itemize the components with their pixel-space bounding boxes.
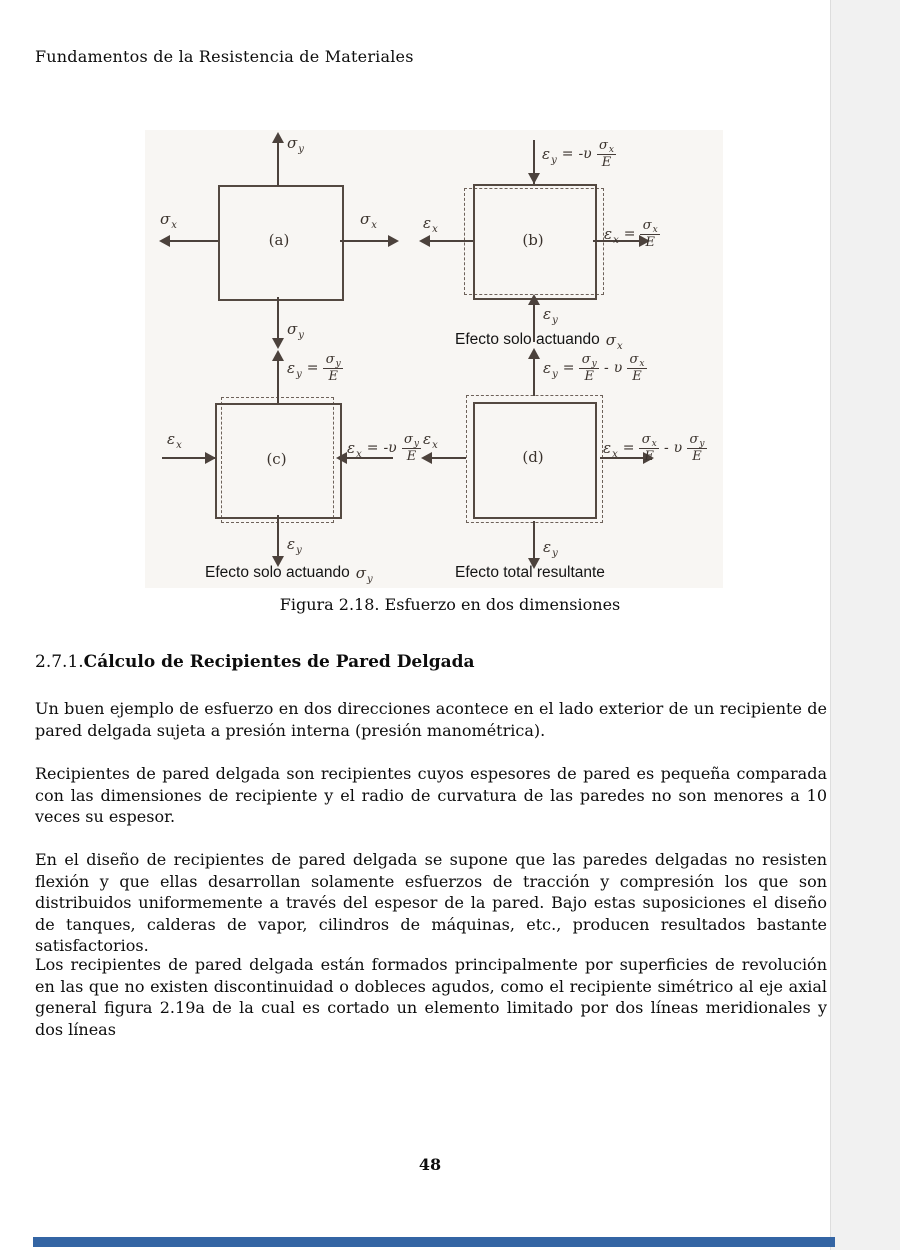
page-margin-gutter (830, 0, 900, 1250)
modulus-E: E (402, 448, 422, 464)
section-title: Cálculo de Recipientes de Pared Delgada (83, 652, 475, 672)
fraction (627, 353, 647, 383)
sigma: σ (689, 431, 699, 447)
arrow-line (429, 457, 466, 459)
sigma: σ (641, 431, 651, 447)
sigma: σ (160, 210, 171, 228)
epsilon: ε (542, 145, 551, 163)
strain-eq-eps-x (347, 428, 421, 468)
strain-eq-eps-y (542, 136, 616, 172)
nu: υ (673, 440, 683, 456)
sub-x: x (176, 440, 182, 451)
modulus-E: E (627, 368, 647, 384)
sub-y: y (413, 439, 419, 450)
figure-caption: Figura 2.18. Esfuerzo en dos dimensiones (279, 595, 621, 614)
arrow-line (277, 358, 279, 403)
sub-x: x (432, 440, 438, 451)
sigma: σ (581, 351, 591, 367)
fraction (323, 353, 343, 383)
arrow-head-down-icon (272, 338, 284, 349)
sub-y: y (552, 315, 558, 326)
sub-x: x (171, 220, 177, 231)
arrow-line (277, 141, 279, 186)
epsilon: ε (543, 305, 552, 323)
sigma: σ (355, 564, 367, 582)
sigma: σ (629, 351, 639, 367)
sub-x: x (652, 225, 658, 236)
sub-x: x (371, 220, 377, 231)
arrow-head-left-icon (419, 235, 430, 247)
stress-label-sigma-x (360, 210, 377, 231)
strain-label-eps-y (543, 305, 558, 326)
arrow-head-left-icon (159, 235, 170, 247)
modulus-E: E (323, 368, 343, 384)
modulus-E: E (639, 448, 659, 464)
diagram-c-label: (c) (266, 450, 287, 468)
paragraph: En el diseño de recipientes de pared delgada se supone que las paredes delgadas no resisten flexión y que ellas desarrollan solamente esfuerzos de tracción y compresión los que son distribuidos uniformemente a través del espesor de la pared. Bajo estas suposiciones el diseño de tanques, calderas de vapor, cilindros de máquinas, etc., producen resultados bastante satisfactorios. (35, 850, 827, 955)
sub-x: x (651, 439, 657, 450)
arrow-head-down-icon (528, 173, 540, 184)
sub-x: x (639, 359, 645, 370)
equals: = (623, 226, 636, 242)
sigma: σ (403, 431, 413, 447)
equals: = (562, 360, 575, 376)
arrow-line (340, 240, 391, 242)
sub-x: x (612, 449, 618, 460)
arrow-line (167, 240, 218, 242)
sub-x: x (432, 224, 438, 235)
modulus-E: E (687, 448, 707, 464)
fraction (597, 139, 617, 169)
bottom-blue-bar (33, 1237, 835, 1247)
sub-y: y (552, 548, 558, 559)
equals: = (622, 440, 635, 456)
minus-nu: -υ (383, 440, 397, 456)
sub-y: y (552, 369, 558, 380)
sub-y: y (591, 359, 597, 370)
diagram-b-label: (b) (522, 231, 544, 249)
stress-label-sigma-y (287, 134, 304, 155)
epsilon: ε (167, 430, 176, 448)
section-number: 2.7.1. (35, 652, 84, 672)
strain-eq-eps-y (543, 348, 647, 388)
sigma: σ (642, 217, 652, 233)
caption-text: Efecto solo actuando (205, 564, 350, 581)
sub-x: x (613, 235, 619, 246)
fraction (639, 433, 659, 463)
sub-y: y (551, 155, 557, 166)
epsilon: ε (423, 430, 432, 448)
diagram-c-caption (205, 564, 373, 585)
paragraph: Recipientes de pared delgada son recipientes cuyos espesores de pared es pequeña comparada con las dimensiones de recipiente y el radio de curvatura de las paredes no son menores a 10 veces su espesor. (35, 764, 827, 826)
strain-label-eps-y (543, 538, 558, 559)
fraction (402, 433, 422, 463)
sub-y: y (296, 545, 302, 556)
epsilon: ε (603, 439, 612, 457)
epsilon: ε (347, 439, 356, 457)
strain-eq-eps-x (603, 428, 707, 468)
sub-y: y (298, 144, 304, 155)
sub-x: x (617, 341, 623, 352)
epsilon: ε (287, 535, 296, 553)
stress-label-sigma-x (160, 210, 177, 231)
sigma: σ (598, 137, 608, 153)
modulus-E: E (597, 154, 617, 170)
sigma: σ (605, 331, 617, 349)
minus: - (603, 360, 609, 376)
caption-text: Efecto solo actuando (455, 331, 600, 348)
sigma: σ (287, 134, 298, 152)
arrow-head-up-icon (272, 132, 284, 143)
modulus-E: E (640, 234, 660, 250)
sigma: σ (287, 320, 298, 338)
sub-y: y (296, 369, 302, 380)
epsilon: ε (604, 225, 613, 243)
arrow-line (277, 297, 279, 341)
modulus-E: E (579, 368, 599, 384)
sub-y: y (367, 574, 373, 585)
diagram-d-caption: Efecto total resultante (455, 564, 605, 581)
fraction (579, 353, 599, 383)
epsilon: ε (423, 214, 432, 232)
arrow-head-right-icon (388, 235, 399, 247)
arrow-head-up-icon (528, 294, 540, 305)
minus-nu: -υ (578, 146, 592, 162)
sub-x: x (608, 145, 614, 156)
arrow-line (533, 521, 535, 561)
sub-x: x (356, 449, 362, 460)
sigma: σ (325, 351, 335, 367)
sigma: σ (360, 210, 371, 228)
minus: - (663, 440, 669, 456)
fraction (640, 219, 660, 249)
diagram-a-label: (a) (268, 231, 290, 249)
strain-label-eps-x (423, 430, 438, 451)
arrow-line (277, 515, 279, 559)
paragraph: Un buen ejemplo de esfuerzo en dos direcciones acontece en el lado exterior de un recipiente de pared delgada sujeta a presión interna (presión manométrica). (35, 699, 827, 740)
sub-y: y (335, 359, 341, 370)
arrow-head-up-icon (272, 350, 284, 361)
epsilon: ε (287, 359, 296, 377)
equals: = (366, 440, 379, 456)
strain-label-eps-y (287, 535, 302, 556)
nu: υ (613, 360, 623, 376)
arrow-head-left-icon (336, 452, 347, 464)
arrow-head-left-icon (421, 452, 432, 464)
strain-eq-eps-x (604, 214, 660, 254)
strain-eq-eps-y (287, 350, 343, 386)
arrow-head-right-icon (205, 452, 216, 464)
paragraph: Los recipientes de pared delgada están formados principalmente por superficies de revolución en las que no existen discontinuidad o dobleces agudos, como el recipiente simétrico al eje axial general figura 2.19a de la cual es cortado un elemento limitado por dos líneas meridionales y dos líneas (35, 955, 827, 1039)
section-heading (35, 652, 475, 672)
strain-label-eps-x (167, 430, 182, 451)
strain-label-eps-x (423, 214, 438, 235)
sub-y: y (699, 439, 705, 450)
page-number: 48 (418, 1155, 442, 1174)
stress-label-sigma-y (287, 320, 304, 341)
equals: = (306, 360, 319, 376)
running-header: Fundamentos de la Resistencia de Materiales (35, 47, 414, 66)
sub-y: y (298, 330, 304, 341)
arrow-line (533, 356, 535, 396)
epsilon: ε (543, 538, 552, 556)
epsilon: ε (543, 359, 552, 377)
equals: = (561, 146, 574, 162)
arrow-head-up-icon (528, 348, 540, 359)
arrow-line (427, 240, 473, 242)
diagram-b-caption (455, 331, 623, 352)
fraction (687, 433, 707, 463)
diagram-d-label: (d) (522, 448, 544, 466)
